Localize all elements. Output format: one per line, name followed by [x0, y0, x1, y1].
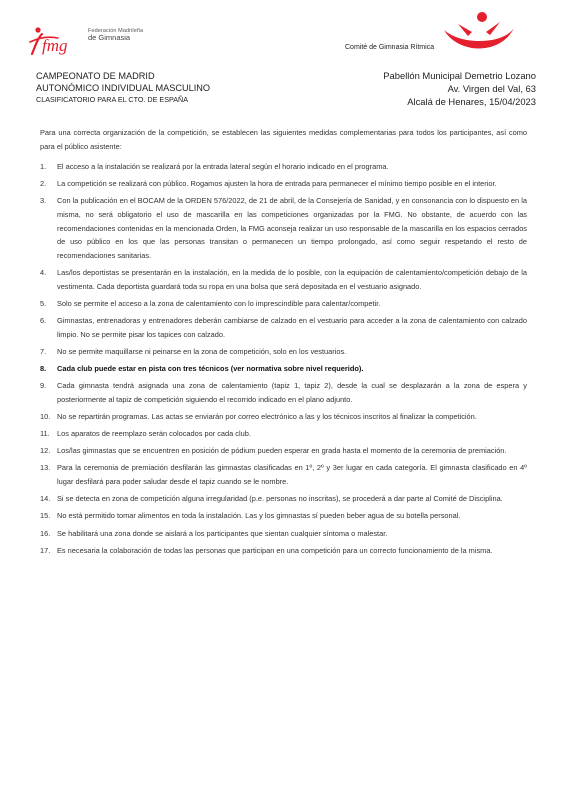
fmg-name	[88, 28, 198, 42]
rule-item	[40, 266, 527, 293]
rule-item	[40, 379, 527, 406]
rule-number: 10.	[40, 411, 51, 421]
rule-number: 16.	[40, 528, 51, 538]
rule-number: 15.	[40, 511, 51, 521]
rule-number: 8.	[40, 363, 47, 373]
rules-list	[40, 160, 527, 561]
rule-text: Los aparatos de reemplazo serán colocados por cada club.	[57, 429, 251, 439]
rule-number: 14.	[40, 494, 51, 504]
rule-text: Es necesaria la colaboración de todas las personas que participan en una competición para un correcto funcionamiento de la misma.	[57, 545, 493, 555]
rule-item	[40, 492, 527, 506]
rule-item	[40, 314, 527, 341]
championship-title	[36, 70, 276, 106]
rule-item	[40, 410, 527, 424]
rule-text: No está permitido tomar alimentos en toda la instalación. Las y los gimnastas sí pueden beber agua de su botella personal.	[57, 511, 461, 521]
rule-number: 1.	[40, 162, 47, 171]
rule-number: 7.	[40, 346, 47, 356]
rule-text: Se habilitará una zona donde se aislará a los participantes que sientan cualquier síntoma o malestar.	[57, 528, 388, 538]
fmg-name-small: Federación Madrileña	[88, 28, 144, 34]
title-line-2: AUTONÓMICO INDIVIDUAL MASCULINO	[36, 83, 211, 93]
rule-text: Cada club puede estar en pista con tres técnicos (ver normativa sobre nivel requerido).	[57, 363, 364, 373]
title-line-3: CLASIFICATORIO PARA EL CTO. DE ESPAÑA	[36, 95, 189, 104]
rule-item-highlighted	[40, 362, 527, 376]
comite-gimnasia-ritmica-logo-icon	[438, 10, 518, 56]
rule-number: 17.	[40, 545, 51, 555]
comite-label: Comité de Gimnasia Rítmica	[345, 44, 435, 51]
rule-text: Para la ceremonia de premiación desfilarán las gimnastas clasificadas en 1º, 2º y 3er lugar en cada categoría. El gimnasta clasificado en 4º lugar desfilará para poder saludar desde el tapiz cuando se le nombre.	[57, 463, 527, 486]
rule-text: Si se detecta en zona de competición alguna irregularidad (p.e. personas no inscritas), se procederá a dar parte al Comité de Disciplina.	[57, 494, 503, 504]
svg-text:fmg: fmg	[42, 36, 68, 55]
rule-item	[40, 160, 527, 174]
rule-number: 4.	[40, 267, 47, 277]
rule-item	[40, 297, 527, 311]
rule-text: Los/las gimnastas que se encuentren en posición de pódium pueden esperar en grada hasta el momento de la ceremonia de premiación.	[57, 446, 507, 456]
rule-number: 5.	[40, 298, 47, 308]
rule-item	[40, 194, 527, 262]
rule-number: 3.	[40, 196, 47, 206]
rule-item	[40, 444, 527, 458]
rule-text: No se repartirán programas. Las actas se enviarán por correo electrónico a las y los técnicos inscritos al finalizar la competición.	[57, 411, 477, 421]
rule-text: No se permite maquillarse ni peinarse en la zona de competición, solo en los vestuarios.	[57, 346, 347, 356]
rule-item	[40, 527, 527, 541]
rule-number: 11.	[40, 429, 50, 439]
intro-paragraph: Para una correcta organización de la competición, se establecen las siguientes medidas complementarias para todos los participantes, así como para el público asistente:	[40, 128, 527, 151]
rule-item	[40, 177, 527, 191]
rule-text: Gimnastas, entrenadoras y entrenadores deberán cambiarse de calzado en el vestuario para acceder a la zona de calentamiento con calzado limpio. No se permite pisar los tapices con calzado.	[57, 315, 527, 339]
fmg-logo-icon	[28, 24, 88, 58]
venue-name: Pabellón Municipal Demetrio Lozano	[383, 70, 536, 81]
rule-text: La competición se realizará con público. Rogamos ajusten la hora de entrada para permanecer el mínimo tiempo posible en el interior.	[57, 179, 497, 189]
venue-block	[296, 69, 536, 108]
venue-city-date: Alcalá de Henares, 15/04/2023	[407, 96, 536, 107]
rule-item	[40, 427, 527, 441]
rule-text: Solo se permite el acceso a la zona de calentamiento con lo imprescindible para calentar/competir.	[57, 298, 381, 308]
rule-item	[40, 509, 527, 523]
rule-text: Cada gimnasta tendrá asignada una zona de calentamiento (tapiz 1, tapiz 2), desde la cual se desplazarán a la zona de espera y posteriormente al tapiz de competición siguiendo el recorrido indicado en el plano adjunto.	[57, 381, 527, 404]
rule-text: Con la publicación en el BOCAM de la ORDEN 576/2022, de 21 de abril, de la Consejería de Sanidad, y en consonancia con lo dispuesto en la misma, no será obligatorio el uso de mascarilla en las competiciones organizadas por la FMG. No obstante, de acuerdo con las recomendaciones contenidas en la mencionada Orden, la FMG aconseja realizar un uso responsable de la mascarilla en los espacios cerrados de uso público en los que las personas transitan o permanecen un tiempo prolongado, así como seguir respetando el resto de recomendaciones sanitarias.	[57, 196, 527, 260]
rule-number: 2.	[40, 179, 47, 189]
rule-text: Las/los deportistas se presentarán en la instalación, en la medida de lo posible, con la equipación de calentamiento/competición debajo de la vestimenta. Cada deportista guardará toda su ropa en una bolsa que será depositada en el vestuario asignado.	[57, 267, 527, 291]
rule-number: 12.	[40, 446, 51, 456]
title-line-1: CAMPEONATO DE MADRID	[36, 71, 155, 81]
fmg-name-big: de Gimnasia	[88, 33, 131, 43]
rule-item	[40, 345, 527, 359]
rule-item	[40, 544, 527, 558]
rule-number: 9.	[40, 381, 47, 391]
rule-item	[40, 461, 527, 488]
rule-text: El acceso a la instalación se realizará por la entrada lateral según el horario indicado en el programa.	[57, 162, 389, 171]
rule-number: 13.	[40, 463, 51, 473]
venue-address: Av. Virgen del Val, 63	[447, 83, 536, 94]
rule-number: 6.	[40, 315, 47, 325]
